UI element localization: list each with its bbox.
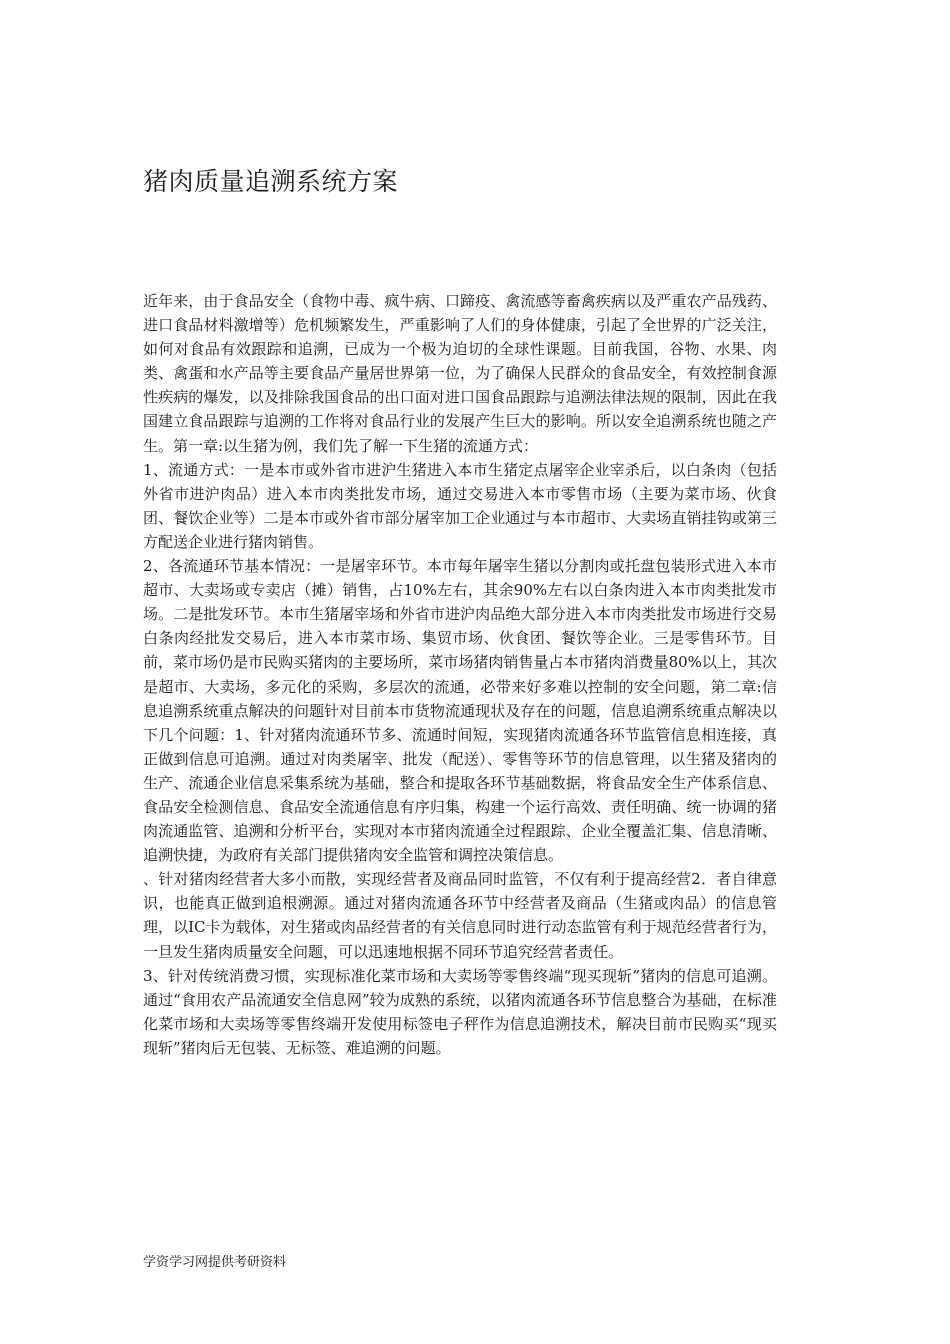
paragraph-circulation-stages: 2、各流通环节基本情况：一是屠宰环节。本市每年屠宰生猪以分割肉或托盘包装形式进入本市超市、大卖场或专卖店（摊）销售，占10%左右，其余90%左右以白条肉进入本市肉类批发市场。二是批发环节。本市生猪屠宰场和外省市进沪肉品绝大部分进入本市肉类批发市场进行交易白条肉经批发交易后，进入本市菜市场、集贸市场、伙食团、餐饮等企业。三是零售环节。目前，菜市场仍是市民购买猪肉的主要场所，菜市场猪肉销售量占本市猪肉消费量80%以上，其次是超市、大卖场，多元化的采购，多层次的流通，必带来好多难以控制的安全问题，第二章:信息追溯系统重点解决的问题针对目前本市货物流通现状及存在的问题，信息追溯系统重点解决以下几个问题：1、针对猪肉流通环节多、流通时间短，实现猪肉流通各环节监管信息相连接，真正做到信息可追溯。通过对肉类屠宰、批发（配送）、零售等环节的信息管理，以生猪及猪肉的生产、流通企业信息采集系统为基础，整合和提取各环节基础数据，将食品安全生产体系信息、食品安全检测信息、食品安全流通信息有序归集，构建一个运行高效、责任明确、统一协调的猪肉流通监管、追溯和分析平台，实现对本市猪肉流通全过程跟踪、企业全覆盖汇集、信息清晰、追溯快捷，为政府有关部门提供猪肉安全监管和调控决策信息。 — [143, 557, 777, 865]
document-body — [143, 289, 777, 1060]
paragraph-operator-supervision: 、针对猪肉经营者大多小而散，实现经营者及商品同时监管，不仅有利于提高经营2．者自律意识，也能真正做到追根溯源。通过对猪肉流通各环节中经营者及商品（生猪或肉品）的信息管理，以IC卡为载体，对生猪或肉品经营者的有关信息同时进行动态监管有利于规范经营者行为，一旦发生猪肉质量安全问题，可以迅速地根据不同环节追究经营者责任。 — [143, 870, 777, 961]
page-title: 猪肉质量追溯系统方案 — [143, 167, 399, 196]
paragraph-circulation-method: 1、流通方式：一是本市或外省市进沪生猪进入本市生猪定点屠宰企业宰杀后，以白条肉（包括外省市进沪肉品）进入本市肉类批发市场，通过交易进入本市零售市场（主要为菜市场、伙食团、餐饮企业等）二是本市或外省市部分屠宰加工企业通过与本市超市、大卖场直销挂钩或第三方配送企业进行猪肉销售。 — [143, 460, 777, 551]
paragraph-intro: 近年来，由于食品安全（食物中毒、疯牛病、口蹄疫、禽流感等畜禽疾病以及严重农产品残药、进口食品材料激增等）危机频繁发生，严重影响了人们的身体健康，引起了全世界的广泛关注，如何对食品有效跟踪和追溯，已成为一个极为迫切的全球性课题。目前我国，谷物、水果、肉类、禽蛋和水产品等主要食品产量居世界第一位，为了确保人民群众的食品安全，有效控制食源性疾病的爆发，以及排除我国食品的出口面对进口国食品跟踪与追溯法律法规的限制，因此在我国建立食品跟踪与追溯的工作将对食品行业的发展产生巨大的影响。所以安全追溯系统也随之产生。第一章:以生猪为例，我们先了解一下生猪的流通方式： — [143, 292, 777, 455]
paragraph-retail-traceability: 3、针对传统消费习惯，实现标准化菜市场和大卖场等零售终端“现买现斩”猪肉的信息可追溯。通过“食用农产品流通安全信息网”较为成熟的系统，以猪肉流通各环节信息整合为基础，在标准化菜市场和大卖场等零售终端开发使用标签电子秤作为信息追溯技术，解决目前市民购买“现买现斩”猪肉后无包装、无标签、难追溯的问题。 — [143, 966, 777, 1057]
page-footer: 学资学习网提供考研资料 — [143, 1255, 287, 1270]
